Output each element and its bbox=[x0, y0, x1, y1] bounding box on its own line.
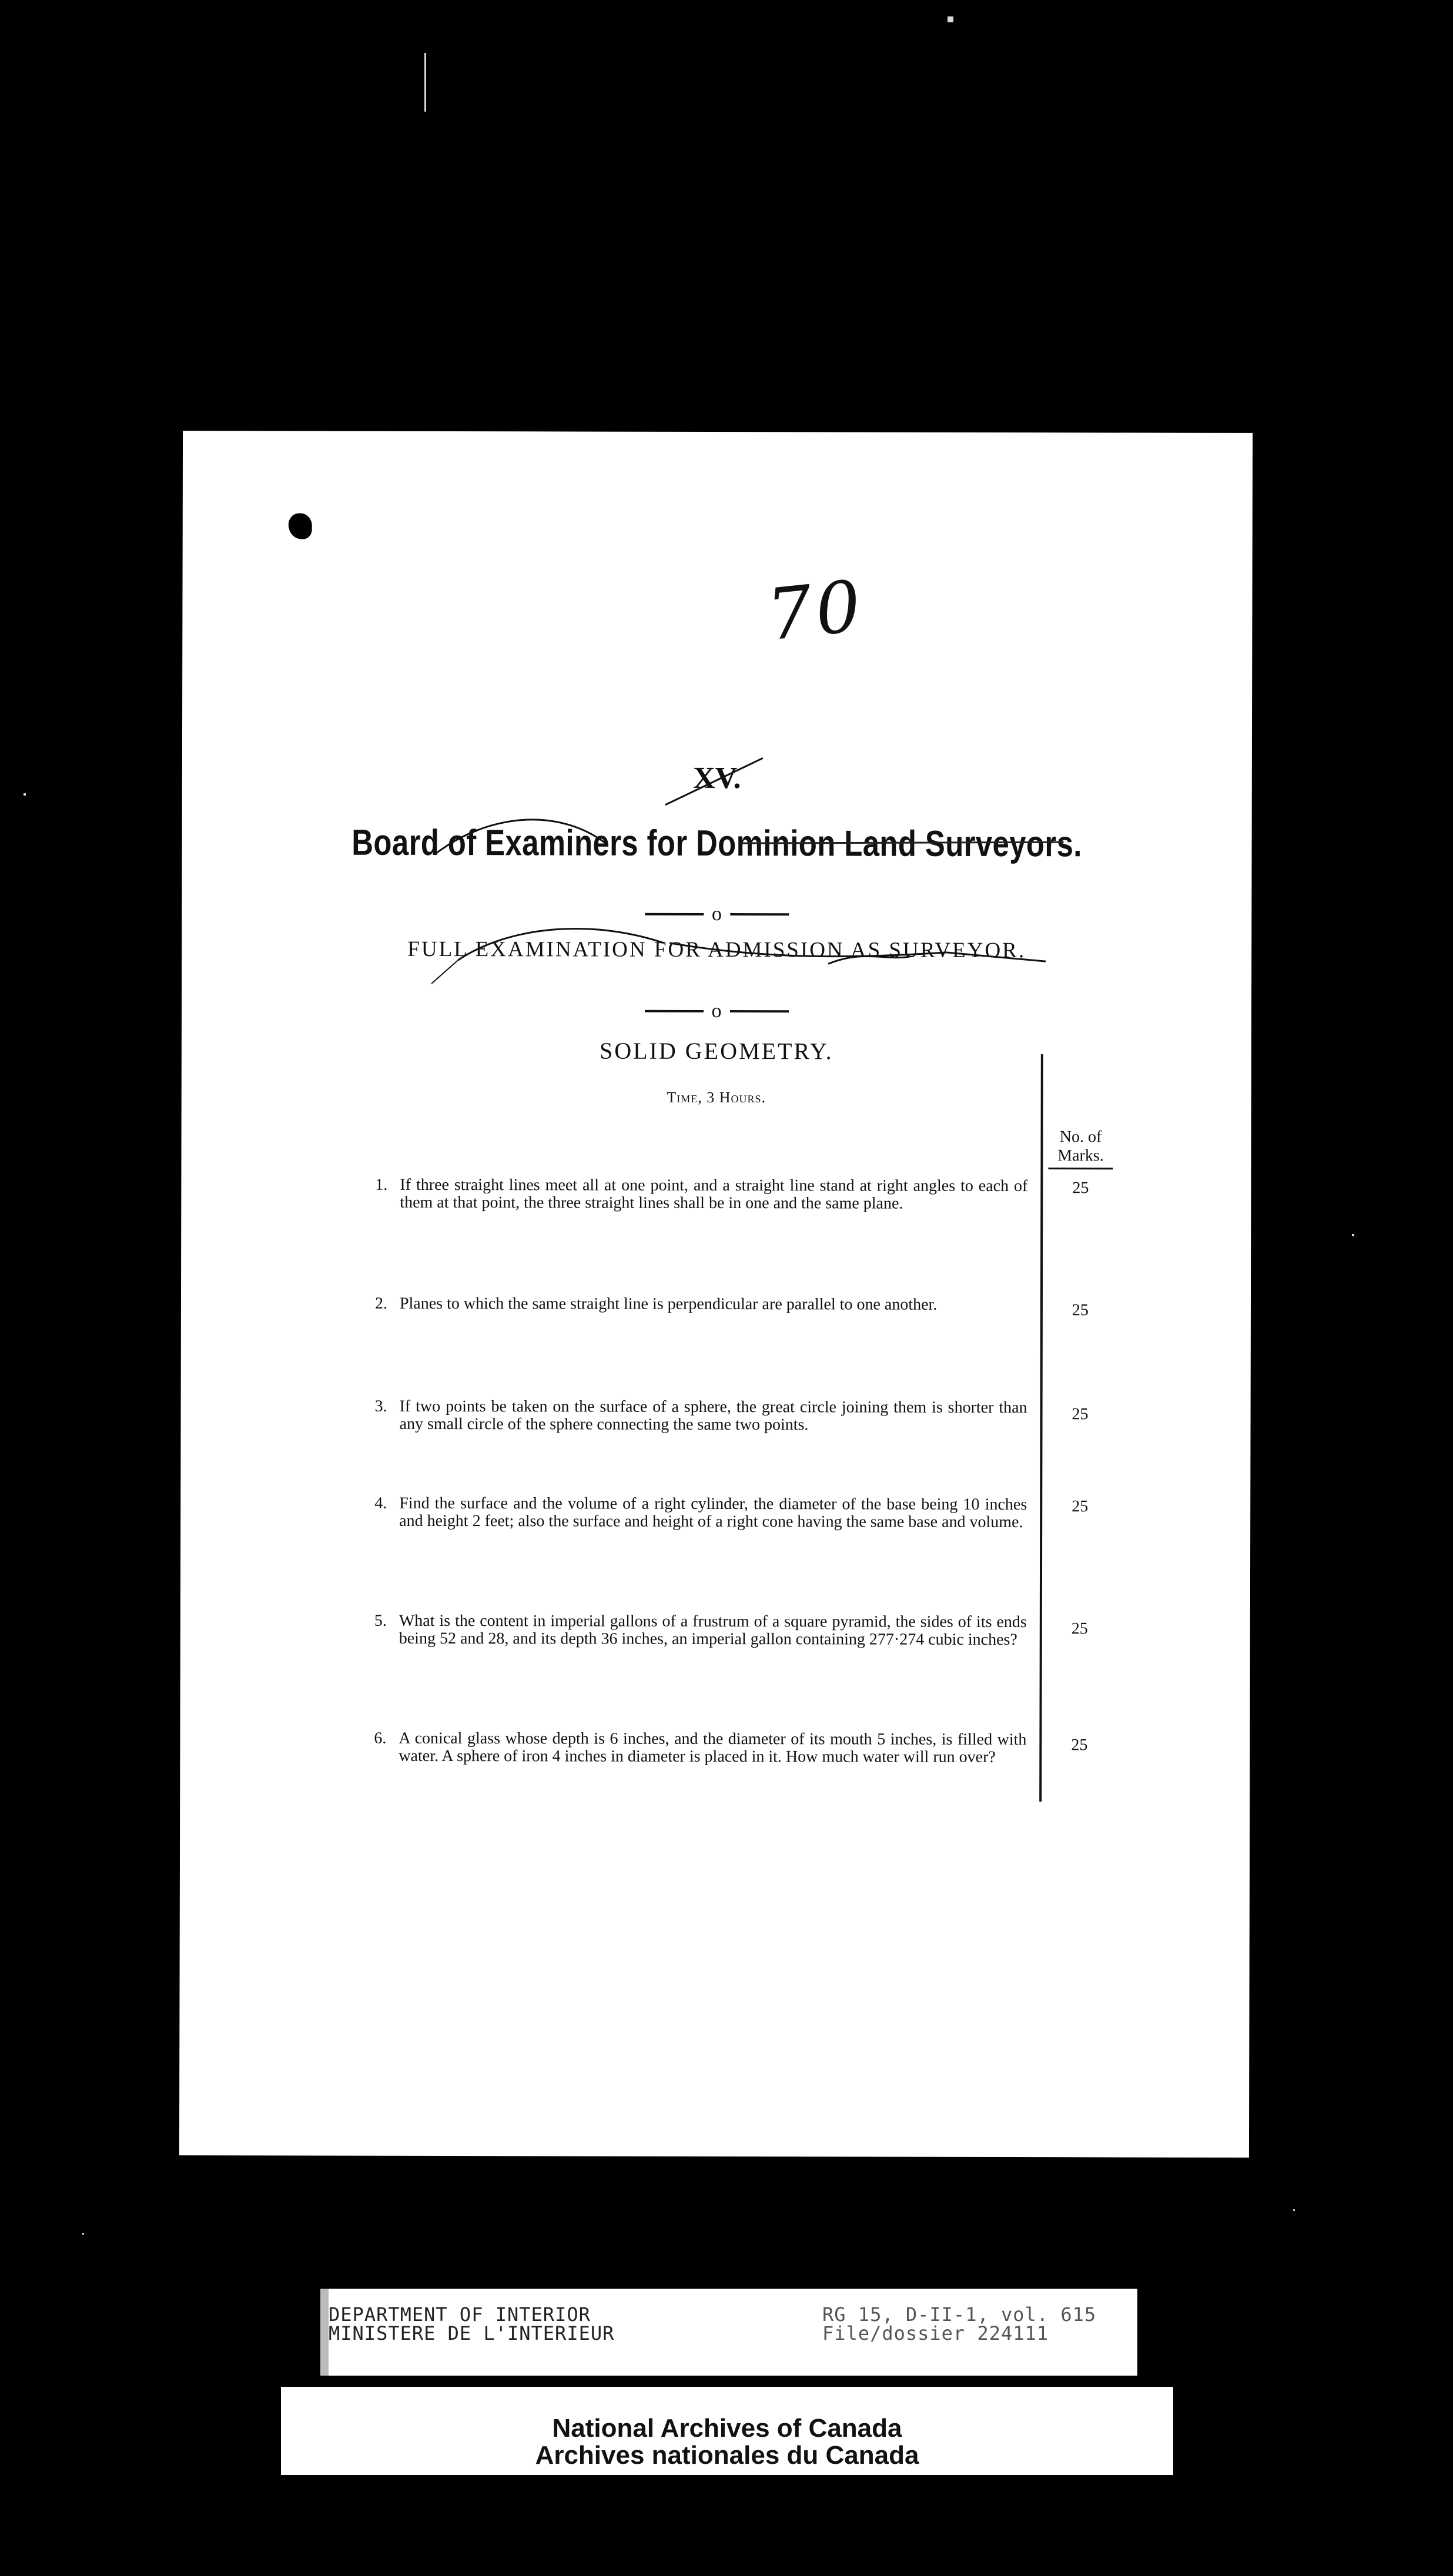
record-group-reference: RG 15, D-II-1, vol. 615 bbox=[822, 2303, 1097, 2326]
exam-number: XV. bbox=[693, 761, 741, 796]
question-6 bbox=[374, 1730, 1026, 1766]
subject-heading: SOLID GEOMETRY. bbox=[600, 1037, 833, 1065]
question-text: Planes to which the same straight line is perpendicular are parallel to one another. bbox=[399, 1294, 938, 1314]
exam-paper-page bbox=[179, 431, 1253, 2158]
question-2 bbox=[375, 1295, 1027, 1314]
separator: o bbox=[182, 901, 1251, 927]
handwritten-folio-number: 70 bbox=[763, 565, 868, 657]
archive-reference-label bbox=[320, 2289, 1137, 2376]
department-fr: MINISTERE DE L'INTERIEUR bbox=[329, 2322, 615, 2344]
question-text: If three straight lines meet all at one point, and a straight line stand at right angles to each of them at that point, the three straight lines shall be in one and the same plane. bbox=[400, 1175, 1028, 1213]
question-number: 3. bbox=[374, 1397, 387, 1416]
question-number: 2. bbox=[374, 1294, 387, 1313]
film-speck bbox=[24, 793, 26, 796]
department-en: DEPARTMENT OF INTERIOR bbox=[329, 2303, 591, 2326]
film-speck bbox=[82, 2233, 84, 2235]
time-allowed: Time, 3 Hours. bbox=[667, 1088, 766, 1106]
film-speck bbox=[1293, 2209, 1295, 2211]
marks-header-line2: Marks. bbox=[1057, 1146, 1104, 1165]
file-reference: File/dossier 224111 bbox=[822, 2322, 1049, 2344]
punch-hole bbox=[289, 513, 312, 539]
question-marks: 25 bbox=[1072, 1405, 1089, 1424]
question-4 bbox=[374, 1495, 1027, 1531]
marks-column-rule bbox=[1039, 1054, 1043, 1802]
question-text: A conical glass whose depth is 6 inches, and the diameter of its mouth 5 inches, is filled with water. A sphere of iron 4 inches in diameter is placed in it. How much water will run over? bbox=[399, 1729, 1027, 1766]
question-number: 6. bbox=[374, 1729, 387, 1747]
exam-title: FULL EXAMINATION FOR ADMISSION AS SURVEYOR. bbox=[407, 937, 1026, 963]
question-number: 1. bbox=[375, 1175, 388, 1194]
film-speck bbox=[948, 16, 953, 22]
archive-name-en: National Archives of Canada bbox=[552, 2414, 902, 2443]
board-title: Board of Examiners for Dominion Land Surveyors. bbox=[351, 822, 1082, 865]
question-3 bbox=[375, 1398, 1027, 1434]
question-number: 4. bbox=[374, 1494, 387, 1512]
question-text: Find the surface and the volume of a right cylinder, the diameter of the base being 10 inches and height 2 feet; also the surface and height of a right cone having the same base and volume. bbox=[399, 1494, 1027, 1532]
film-speck bbox=[424, 53, 426, 112]
question-text: What is the content in imperial gallons of a frustrum of a square pyramid, the sides of its ends being 52 and 28, and its depth 36 inches, an imperial gallon containing 277·274 cubic inches? bbox=[399, 1611, 1027, 1649]
marks-header-line1: No. of bbox=[1059, 1128, 1102, 1146]
question-marks: 25 bbox=[1072, 1497, 1089, 1516]
question-marks: 25 bbox=[1072, 1301, 1089, 1320]
separator: o bbox=[182, 998, 1251, 1024]
question-marks: 25 bbox=[1072, 1179, 1089, 1198]
marks-column-header bbox=[1045, 1128, 1116, 1169]
question-marks: 25 bbox=[1071, 1736, 1088, 1755]
question-1 bbox=[375, 1176, 1027, 1213]
question-number: 5. bbox=[374, 1611, 387, 1630]
question-5 bbox=[374, 1612, 1027, 1649]
archive-name-fr: Archives nationales du Canada bbox=[535, 2441, 919, 2470]
film-speck bbox=[1352, 1234, 1354, 1236]
question-text: If two points be taken on the surface of a sphere, the great circle joining them is shorter than any small circle of the sphere connecting the same two points. bbox=[399, 1397, 1027, 1434]
question-marks: 25 bbox=[1071, 1619, 1088, 1638]
archive-name-label bbox=[281, 2387, 1173, 2475]
pencil-strike-marks bbox=[179, 431, 1253, 2158]
